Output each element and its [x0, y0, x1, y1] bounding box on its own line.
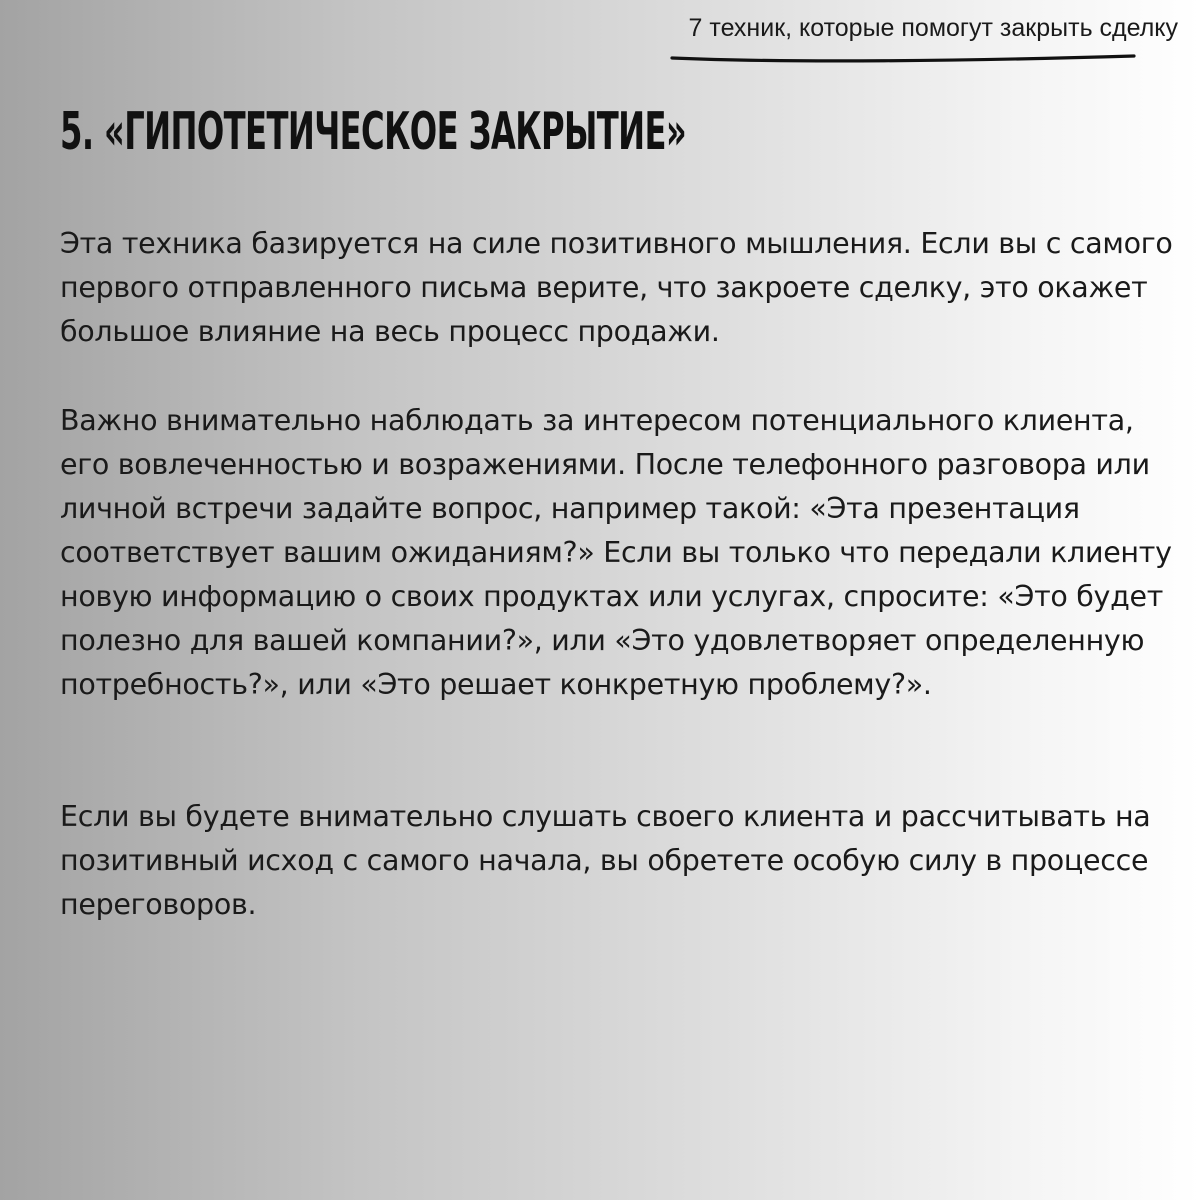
paragraph-conclusion: Если вы будете внимательно слушать своего клиента и рассчитывать на позитивный исход с самого начала, вы обретете особую силу в процессе переговоров.: [60, 800, 1151, 921]
series-title-underline: [668, 52, 1138, 66]
paragraph-intro: Эта техника базируется на силе позитивного мышления. Если вы с самого первого отправленного письма верите, что закроете сделку, это окажет большое влияние на весь процесс продажи.: [60, 227, 1173, 348]
slide-heading: 5. «ГИПОТЕТИЧЕСКОЕ ЗАКРЫТИЕ»: [60, 102, 687, 162]
series-title: 7 техник, которые помогут закрыть сделку: [688, 14, 1178, 42]
paragraph-questions: Важно внимательно наблюдать за интересом потенциального клиента, его вовлеченностью и возражениями. После телефонного разговора или личной встречи задайте вопрос, например такой: «Эта презентация соответствует вашим ожиданиям?» Если вы только что передали клиенту новую информацию о своих продуктах или услугах, спросите: «Это будет полезно для вашей компании?», или «Это удовлетворяет определенную потребность?», или «Это решает конкретную проблему?».: [60, 404, 1172, 701]
